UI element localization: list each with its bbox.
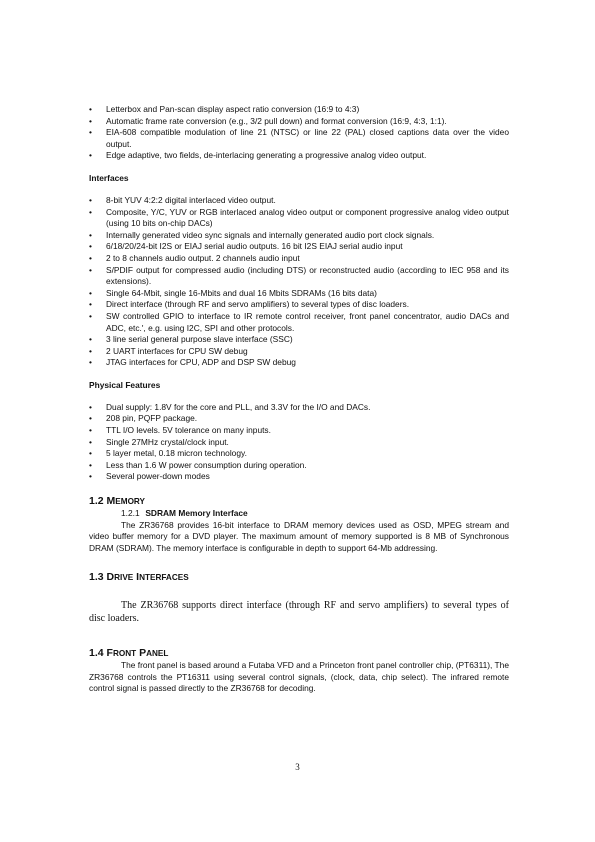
section-title-rest: NTERFACES [139,573,189,583]
list-item: • Less than 1.6 W power consumption during operation. [89,460,509,472]
list-item: • SW controlled GPIO to interface to IR remote control receiver, front panel concentrator, audio DACs and ADC, etc.', e.g. using I2C, SPI and other protocols. [89,311,509,334]
physical-features-list [89,402,509,483]
section-title-rest: EMORY [115,497,146,507]
section-number: 1.4 [89,647,104,660]
section-title-rest: ANEL [146,649,169,659]
page-number: 3 [295,762,300,772]
section-heading-memory [89,495,509,508]
list-item: • Dual supply: 1.8V for the core and PLL, and 3.3V for the I/O and DACs. [89,402,509,414]
front-panel-paragraph: The front panel is based around a Futaba VFD and a Princeton front panel controller chip, (PT6311), The ZR36768 controls the PT16311 using several control signals, (clock, data, chip select). The infrared remote control signal is passed directly to the ZR36768 for decoding. [89,660,509,694]
list-item: • TTL I/O levels. 5V tolerance on many inputs. [89,425,509,437]
interfaces-list [89,195,509,369]
list-item: • Letterbox and Pan-scan display aspect ratio conversion (16:9 to 4:3) [89,104,509,116]
list-item: • 3 line serial general purpose slave interface (SSC) [89,334,509,346]
section-title-initial: P [139,647,147,660]
list-item: • Automatic frame rate conversion (e.g., 3/2 pull down) and format conversion (16:9, 4:3, 1:1). [89,116,509,128]
list-item: • Single 27MHz crystal/clock input. [89,437,509,449]
subsection-number: 1.2.1 [121,508,140,519]
list-item: • S/PDIF output for compressed audio (including DTS) or reconstructed audio (according to IEC 958 and its extensions). [89,265,509,288]
list-item: • Several power-down modes [89,471,509,483]
list-item: • Composite, Y/C, YUV or RGB interlaced analog video output or component progressive analog video output (using 10 bits on-chip DACs) [89,207,509,230]
drive-interfaces-paragraph: The ZR36768 supports direct interface (through RF and servo amplifiers) to several types of disc loaders. [89,600,509,625]
list-item: • Edge adaptive, two fields, de-interlacing generating a progressive analog video output. [89,150,509,162]
section-title-rest: RIVE [114,573,134,583]
section-title-initial: M [106,495,116,508]
list-item: • 208 pin, PQFP package. [89,413,509,425]
section-title-initial: D [106,571,115,584]
section-title-rest: RONT [112,649,137,659]
list-item: • 6/18/20/24-bit I2S or EIAJ serial audio outputs. 16 bit I2S EIAJ serial audio input [89,241,509,253]
section-title-initial: I [136,571,140,584]
list-item: • Direct interface (through RF and servo amplifiers) to several types of disc loaders. [89,299,509,311]
list-item: • 5 layer metal, 0.18 micron technology. [89,448,509,460]
list-item: • 2 UART interfaces for CPU SW debug [89,346,509,358]
subsection-title: SDRAM Memory Interface [145,508,248,519]
memory-paragraph: The ZR36768 provides 16-bit interface to DRAM memory devices used as OSD, MPEG stream and video buffer memory for a DVD player. The maximum amount of memory supported is 8 MB of Synchronous DRAM (SDRAM). The memory interface is configurable in depth to support 64-Mb addressing. [89,519,509,553]
subsection-heading [89,508,509,520]
section-heading-front-panel [89,647,509,660]
list-item: • 2 to 8 channels audio output. 2 channels audio input [89,253,509,265]
interfaces-heading: Interfaces [89,172,129,183]
section-number: 1.2 [89,495,104,508]
page-content [89,104,509,695]
section-heading-drive-interfaces [89,571,509,584]
list-item: • Single 64-Mbit, single 16-Mbits and dual 16 Mbits SDRAMs (16 bits data) [89,288,509,300]
list-item: • EIA-608 compatible modulation of line 21 (NTSC) or line 22 (PAL) closed captions data over the video output. [89,127,509,150]
feature-list [89,104,509,162]
physical-features-heading: Physical Features [89,379,161,390]
list-item: • Internally generated video sync signals and internally generated audio port clock signals. [89,230,509,242]
section-number: 1.3 [89,571,104,584]
section-title-initial: F [106,647,113,660]
list-item: • JTAG interfaces for CPU, ADP and DSP SW debug [89,357,509,369]
list-item: • 8-bit YUV 4:2:2 digital interlaced video output. [89,195,509,207]
